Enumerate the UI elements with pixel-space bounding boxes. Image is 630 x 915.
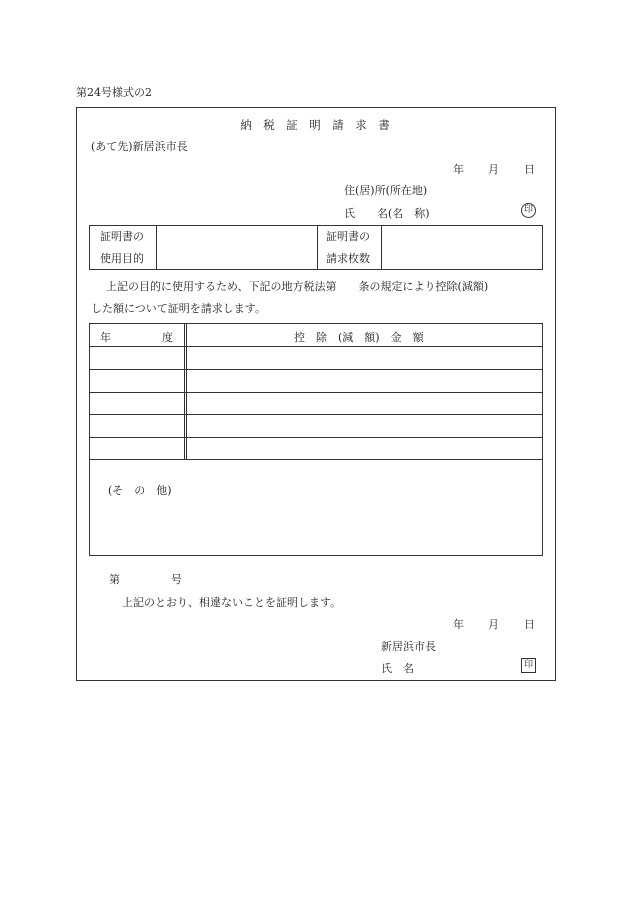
applicant-seal-icon: 印: [521, 203, 536, 218]
purpose-field[interactable]: [160, 226, 314, 269]
count-label-line1: 証明書の: [326, 230, 370, 243]
applicant-address-label: 住(居)所(所在地): [344, 184, 428, 197]
form-number: 第24号様式の2: [76, 86, 152, 99]
amount-cell[interactable]: [189, 370, 539, 391]
table-divider: [381, 226, 382, 269]
amount-cell[interactable]: [189, 347, 539, 368]
other-label: (そ の 他): [108, 484, 172, 497]
year-cell[interactable]: [92, 415, 182, 436]
count-label: [326, 226, 370, 270]
date-month-label: 月: [488, 163, 499, 176]
year-cell[interactable]: [92, 370, 182, 391]
table-divider: [317, 226, 318, 269]
addressee: (あて先)新居浜市長: [91, 140, 188, 153]
year-cell[interactable]: [92, 438, 182, 459]
applicant-name-label: 氏 名(名 称): [344, 207, 430, 220]
amount-cell[interactable]: [189, 393, 539, 414]
form-title: 納 税 証 明 請 求 書: [240, 118, 390, 132]
cert-date-month-label: 月: [488, 618, 499, 631]
amount-cell[interactable]: [189, 438, 539, 459]
purpose-table: [89, 225, 543, 270]
amount-header: 控 除 (減 額) 金 額: [294, 331, 424, 344]
purpose-label-line1: 証明書の: [100, 230, 144, 243]
request-text-line2: した額について証明を請求します。: [91, 302, 266, 315]
purpose-label-line2: 使用目的: [100, 252, 144, 265]
request-text-line1: 上記の目的に使用するため、下記の地方税法第 条の規定により控除(減額): [106, 280, 489, 293]
certificate-number-prefix: 第: [109, 573, 120, 586]
date-day-label: 日: [524, 163, 535, 176]
amount-cell[interactable]: [189, 415, 539, 436]
year-cell[interactable]: [92, 393, 182, 414]
certification-statement: 上記のとおり、相違ないことを証明します。: [122, 596, 342, 609]
year-cell[interactable]: [92, 347, 182, 368]
purpose-label: [100, 226, 144, 270]
deduction-table: [89, 323, 543, 556]
year-header: 年: [100, 331, 111, 344]
table-divider: [90, 459, 542, 460]
certificate-number-suffix: 号: [171, 573, 182, 586]
year-header-suffix: 度: [162, 331, 173, 344]
issuer-name-label: 氏 名: [381, 662, 414, 675]
cert-date-day-label: 日: [524, 618, 535, 631]
count-label-line2: 請求枚数: [326, 252, 370, 265]
official-seal-icon: 印: [521, 658, 536, 673]
issuer: 新居浜市長: [381, 640, 436, 653]
date-year-label: 年: [453, 163, 464, 176]
table-divider: [156, 226, 157, 269]
cert-date-year-label: 年: [453, 618, 464, 631]
count-field[interactable]: [385, 226, 540, 269]
